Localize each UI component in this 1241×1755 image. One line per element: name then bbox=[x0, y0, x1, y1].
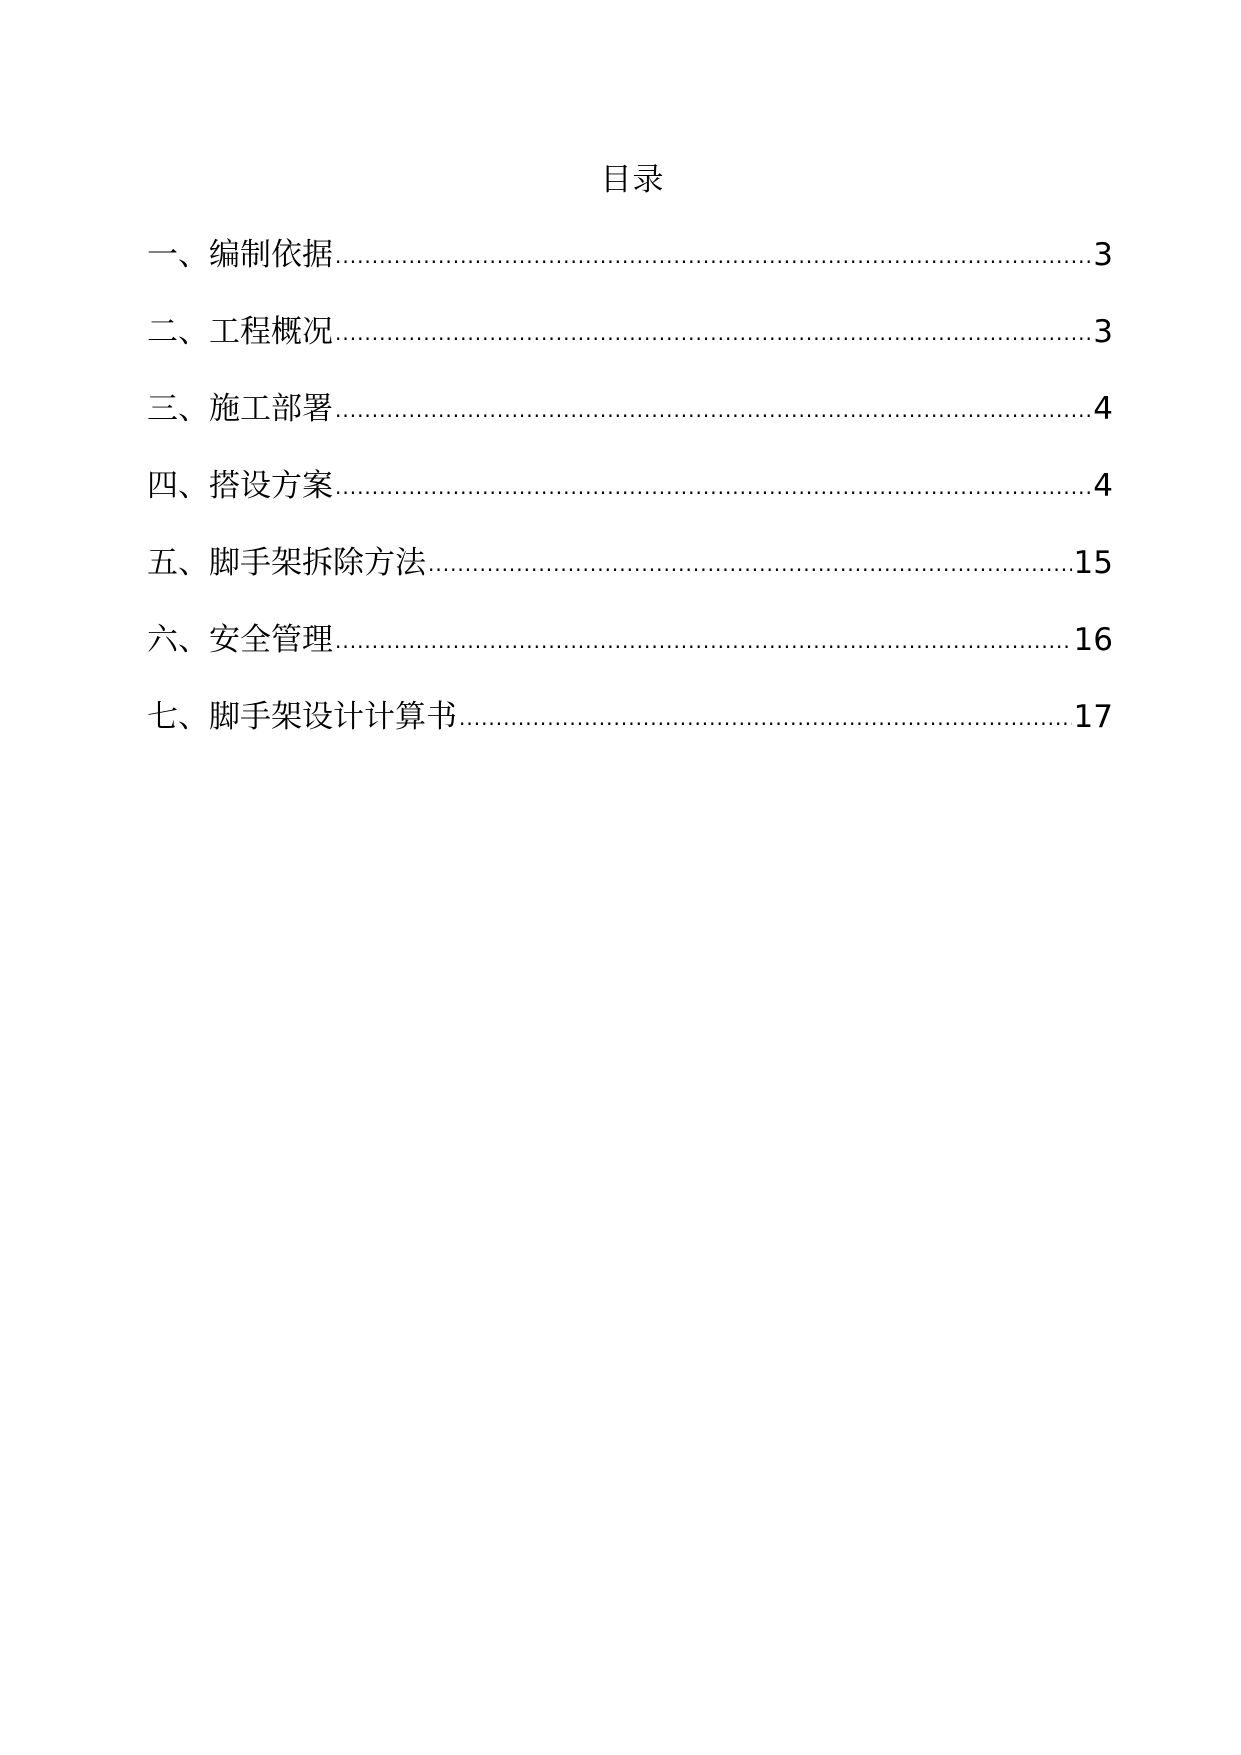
toc-entry-number: 六、 bbox=[147, 622, 209, 658]
toc-entry-page: 3 bbox=[1093, 314, 1113, 350]
toc-entry-label: 安全管理 bbox=[209, 622, 333, 658]
toc-entry-page: 17 bbox=[1073, 699, 1113, 735]
toc-entry-label: 脚手架拆除方法 bbox=[209, 545, 426, 581]
toc-dot-leader bbox=[335, 390, 1091, 430]
toc-entry-label: 施工部署 bbox=[209, 391, 333, 427]
toc-entry-page: 3 bbox=[1093, 237, 1113, 273]
toc-entry-number: 五、 bbox=[147, 545, 209, 581]
toc-entry-page: 16 bbox=[1073, 622, 1113, 658]
toc-entry-label: 脚手架设计计算书 bbox=[209, 699, 457, 735]
toc-dot-leader bbox=[335, 467, 1091, 507]
toc-entry-number: 三、 bbox=[147, 391, 209, 427]
toc-entry[interactable] bbox=[147, 620, 1113, 697]
toc-entry[interactable] bbox=[147, 389, 1113, 466]
toc-entry-page: 4 bbox=[1093, 391, 1113, 427]
toc-entry-number: 二、 bbox=[147, 314, 209, 350]
toc-entry[interactable] bbox=[147, 697, 1113, 774]
toc-entry[interactable] bbox=[147, 543, 1113, 620]
toc-dot-leader bbox=[335, 313, 1091, 353]
toc-entry-number: 七、 bbox=[147, 699, 209, 735]
toc-entry-number: 四、 bbox=[147, 468, 209, 504]
toc-dot-leader bbox=[335, 621, 1072, 661]
toc-entry[interactable] bbox=[147, 312, 1113, 389]
toc-entry-page: 15 bbox=[1073, 545, 1113, 581]
toc-entry[interactable] bbox=[147, 466, 1113, 543]
toc-entry-page: 4 bbox=[1093, 468, 1113, 504]
toc-entry[interactable] bbox=[147, 235, 1113, 312]
toc-entry-label: 工程概况 bbox=[209, 314, 333, 350]
toc-dot-leader bbox=[428, 544, 1072, 584]
toc-title: 目录 bbox=[600, 162, 665, 198]
toc-list bbox=[147, 235, 1113, 774]
toc-dot-leader bbox=[459, 698, 1072, 738]
toc-entry-number: 一、 bbox=[147, 237, 209, 273]
toc-dot-leader bbox=[335, 236, 1091, 276]
toc-entry-label: 编制依据 bbox=[209, 237, 333, 273]
toc-entry-label: 搭设方案 bbox=[209, 468, 333, 504]
